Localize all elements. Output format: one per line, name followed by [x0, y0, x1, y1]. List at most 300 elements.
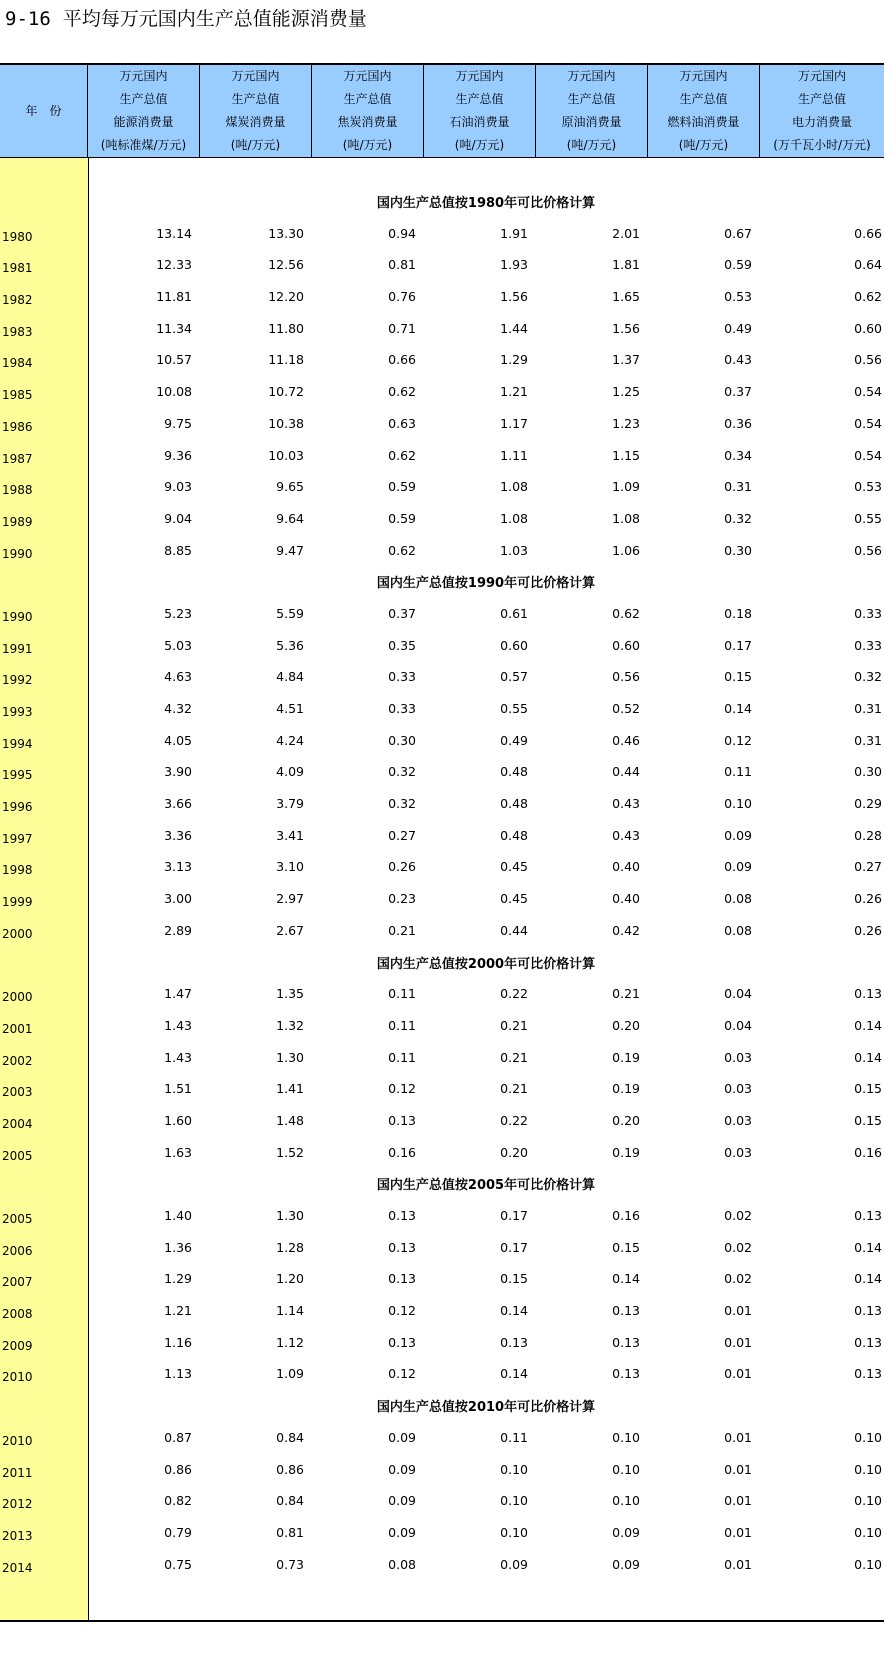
- value-cell: 1.65: [612, 289, 640, 305]
- table-body: [0, 158, 884, 1577]
- value-cell: 0.35: [388, 637, 416, 653]
- header-column-2-line-1: 万元国内: [231, 69, 280, 83]
- year-cell: 1992: [2, 673, 33, 688]
- table-row: [0, 1450, 884, 1482]
- value-cell: 5.03: [164, 637, 192, 653]
- value-cell: 0.14: [854, 1049, 882, 1065]
- value-cell: 0.14: [500, 1366, 528, 1382]
- table-row: [0, 1482, 884, 1514]
- header-column-5-line-3: 原油消费量: [561, 115, 622, 129]
- value-cell: 0.36: [724, 415, 752, 431]
- value-cell: 11.81: [156, 289, 192, 305]
- value-cell: 0.15: [724, 669, 752, 685]
- table-row: [0, 689, 884, 721]
- value-cell: 0.21: [612, 986, 640, 1002]
- value-cell: 5.59: [276, 605, 304, 621]
- value-cell: 0.34: [724, 447, 752, 463]
- value-cell: 0.14: [724, 701, 752, 716]
- table-number: 9-16: [5, 8, 51, 30]
- value-cell: 1.21: [500, 384, 528, 400]
- value-cell: 0.01: [724, 1366, 752, 1382]
- value-cell: 1.48: [276, 1112, 304, 1128]
- value-cell: 0.17: [500, 1239, 528, 1255]
- year-cell: 1989: [2, 514, 33, 529]
- value-cell: 0.54: [854, 384, 882, 400]
- table-row: [0, 753, 884, 785]
- value-cell: 0.30: [388, 732, 416, 748]
- header-column-4-line-1: 万元国内: [455, 69, 504, 83]
- header-column-7-line-3: 电力消费量: [791, 115, 852, 129]
- value-cell: 0.12: [388, 1303, 416, 1319]
- table-row: [0, 658, 884, 690]
- value-cell: 10.38: [268, 415, 304, 431]
- value-cell: 0.81: [388, 257, 416, 273]
- value-cell: 1.08: [500, 510, 528, 526]
- year-cell: 1980: [2, 229, 33, 244]
- table-row: [0, 372, 884, 404]
- header-year-label: 年 份: [25, 103, 62, 118]
- value-cell: 0.60: [612, 637, 640, 653]
- value-cell: 1.30: [276, 1049, 304, 1065]
- table-row: [0, 1545, 884, 1577]
- value-cell: 1.60: [164, 1112, 192, 1128]
- value-cell: 0.10: [500, 1524, 528, 1540]
- value-cell: 0.40: [612, 859, 640, 875]
- value-cell: 1.03: [500, 542, 528, 558]
- value-cell: 1.40: [164, 1208, 192, 1223]
- table-row: [0, 848, 884, 880]
- value-cell: 0.29: [854, 796, 882, 812]
- value-cell: 0.46: [612, 732, 640, 748]
- value-cell: 1.37: [612, 352, 640, 368]
- value-cell: 0.82: [164, 1493, 192, 1509]
- value-cell: 0.30: [854, 764, 882, 780]
- year-cell: 1998: [2, 863, 33, 878]
- value-cell: 9.75: [164, 415, 192, 431]
- value-cell: 0.33: [854, 637, 882, 653]
- value-cell: 0.09: [388, 1429, 416, 1445]
- year-cell: 2013: [2, 1528, 33, 1543]
- value-cell: 0.09: [612, 1556, 640, 1572]
- section-label: 国内生产总值按2005年可比价格计算: [376, 1178, 596, 1194]
- value-cell: 3.41: [276, 827, 304, 843]
- value-cell: 1.08: [612, 510, 640, 526]
- header-column-3-line-4: (吨/万元): [342, 138, 393, 152]
- value-cell: 0.33: [388, 669, 416, 685]
- value-cell: 0.09: [388, 1461, 416, 1477]
- value-cell: 1.06: [612, 542, 640, 558]
- header-column-4-line-2: 生产总值: [455, 92, 504, 106]
- value-cell: 0.13: [388, 1112, 416, 1128]
- value-cell: 0.13: [854, 1208, 882, 1223]
- year-cell: 2004: [2, 1116, 33, 1131]
- table-title: 平均每万元国内生产总值能源消费量: [62, 8, 367, 30]
- header-column-1-line-3: 能源消费量: [113, 115, 174, 129]
- value-cell: 10.57: [156, 352, 192, 368]
- header-column-2-line-2: 生产总值: [231, 92, 280, 106]
- value-cell: 0.22: [500, 986, 528, 1002]
- value-cell: 4.24: [276, 732, 304, 748]
- year-cell: 1986: [2, 419, 33, 434]
- value-cell: 1.11: [500, 447, 528, 463]
- value-cell: 0.01: [724, 1429, 752, 1445]
- value-cell: 1.09: [612, 479, 640, 495]
- value-cell: 0.49: [500, 732, 528, 748]
- value-cell: 0.09: [724, 859, 752, 875]
- value-cell: 2.89: [164, 922, 192, 938]
- value-cell: 0.10: [854, 1524, 882, 1540]
- value-cell: 0.13: [500, 1334, 528, 1350]
- value-cell: 0.17: [724, 637, 752, 653]
- value-cell: 0.33: [388, 701, 416, 716]
- value-cell: 2.67: [276, 922, 304, 938]
- value-cell: 0.54: [854, 447, 882, 463]
- value-cell: 0.53: [854, 479, 882, 495]
- value-cell: 0.01: [724, 1524, 752, 1540]
- year-cell: 1994: [2, 736, 33, 751]
- value-cell: 0.94: [388, 225, 416, 241]
- value-cell: 0.16: [388, 1144, 416, 1160]
- value-cell: 13.14: [156, 225, 192, 241]
- value-cell: 0.01: [724, 1556, 752, 1572]
- table-row: [0, 1291, 884, 1323]
- value-cell: 0.14: [854, 1271, 882, 1287]
- table-row: [0, 1133, 884, 1165]
- value-cell: 3.66: [164, 796, 192, 812]
- section-label: 国内生产总值按1990年可比价格计算: [376, 576, 596, 592]
- value-cell: 0.04: [724, 986, 752, 1002]
- value-cell: 0.62: [854, 289, 882, 305]
- value-cell: 0.03: [724, 1081, 752, 1097]
- value-cell: 0.03: [724, 1144, 752, 1160]
- table-row: [0, 436, 884, 468]
- section-label: 国内生产总值按2000年可比价格计算: [376, 956, 596, 972]
- year-cell: 2007: [2, 1275, 33, 1290]
- value-cell: 0.14: [854, 1017, 882, 1033]
- value-cell: 1.63: [164, 1144, 192, 1160]
- value-cell: 0.10: [854, 1556, 882, 1572]
- value-cell: 0.48: [500, 796, 528, 812]
- table-header: [0, 65, 884, 158]
- section-label: 国内生产总值按1980年可比价格计算: [376, 196, 596, 211]
- value-cell: 4.84: [276, 669, 304, 685]
- value-cell: 0.10: [612, 1461, 640, 1477]
- value-cell: 11.18: [268, 352, 304, 368]
- value-cell: 0.09: [388, 1493, 416, 1509]
- header-column-3-line-3: 焦炭消费量: [337, 115, 398, 129]
- value-cell: 3.79: [276, 796, 304, 812]
- value-cell: 0.23: [388, 891, 416, 907]
- table-row: [0, 1418, 884, 1450]
- value-cell: 1.52: [276, 1144, 304, 1160]
- value-cell: 0.20: [612, 1017, 640, 1033]
- value-cell: 0.43: [612, 796, 640, 812]
- value-cell: 0.86: [276, 1461, 304, 1477]
- year-cell: 1990: [2, 546, 33, 561]
- value-cell: 0.59: [388, 479, 416, 495]
- year-cell: 1993: [2, 705, 33, 719]
- value-cell: 0.08: [724, 922, 752, 938]
- value-cell: 4.05: [164, 732, 192, 748]
- value-cell: 0.76: [388, 289, 416, 305]
- value-cell: 0.45: [500, 859, 528, 875]
- value-cell: 0.62: [388, 384, 416, 400]
- value-cell: 0.55: [854, 510, 882, 526]
- value-cell: 0.10: [500, 1461, 528, 1477]
- year-cell: 1988: [2, 483, 33, 498]
- table-row: [0, 1323, 884, 1355]
- value-cell: 0.53: [724, 289, 752, 305]
- header-column-1-line-2: 生产总值: [119, 92, 168, 106]
- value-cell: 1.09: [276, 1366, 304, 1382]
- year-cell: 2001: [2, 1021, 33, 1036]
- value-cell: 0.11: [500, 1429, 528, 1445]
- value-cell: 0.62: [388, 447, 416, 463]
- value-cell: 1.43: [164, 1049, 192, 1065]
- table-row: [0, 309, 884, 341]
- year-cell: 2003: [2, 1085, 33, 1100]
- value-cell: 0.84: [276, 1429, 304, 1445]
- value-cell: 0.11: [388, 1017, 416, 1033]
- value-cell: 1.25: [612, 384, 640, 400]
- value-cell: 1.44: [500, 320, 528, 336]
- page-title: [5, 4, 367, 34]
- value-cell: 0.64: [854, 257, 882, 273]
- value-cell: 0.12: [388, 1366, 416, 1382]
- value-cell: 2.01: [612, 225, 640, 241]
- value-cell: 0.59: [388, 510, 416, 526]
- table-row: [0, 214, 884, 246]
- value-cell: 1.81: [612, 257, 640, 273]
- section-header-row: [0, 943, 884, 975]
- value-cell: 3.13: [164, 859, 192, 875]
- section-header-row: [0, 158, 884, 214]
- value-cell: 0.15: [854, 1081, 882, 1097]
- header-column-7-line-4: (万千瓦小时/万元): [773, 138, 871, 152]
- value-cell: 0.22: [500, 1112, 528, 1128]
- value-cell: 12.20: [268, 289, 304, 305]
- table-row: [0, 911, 884, 943]
- energy-consumption-table: [0, 63, 884, 1622]
- value-cell: 1.56: [500, 289, 528, 305]
- year-cell: 2005: [2, 1148, 33, 1163]
- value-cell: 0.02: [724, 1208, 752, 1223]
- value-cell: 0.02: [724, 1271, 752, 1287]
- value-cell: 0.19: [612, 1081, 640, 1097]
- year-cell: 1984: [2, 356, 33, 371]
- value-cell: 0.12: [388, 1081, 416, 1097]
- value-cell: 0.81: [276, 1524, 304, 1540]
- value-cell: 0.49: [724, 320, 752, 336]
- value-cell: 0.48: [500, 764, 528, 780]
- value-cell: 12.33: [156, 257, 192, 273]
- year-cell: 1999: [2, 895, 33, 910]
- header-column-4-line-4: (吨/万元): [454, 138, 505, 152]
- header-column-6-line-4: (吨/万元): [678, 138, 729, 152]
- value-cell: 0.13: [854, 1334, 882, 1350]
- value-cell: 0.10: [854, 1461, 882, 1477]
- value-cell: 1.15: [612, 447, 640, 463]
- value-cell: 9.36: [164, 447, 192, 463]
- value-cell: 0.27: [388, 827, 416, 843]
- table-row: [0, 1070, 884, 1102]
- value-cell: 0.63: [388, 415, 416, 431]
- value-cell: 0.09: [612, 1524, 640, 1540]
- value-cell: 0.09: [388, 1524, 416, 1540]
- header-column-1: [88, 65, 200, 157]
- value-cell: 4.09: [276, 764, 304, 780]
- value-cell: 0.73: [276, 1556, 304, 1572]
- header-column-7: [760, 65, 884, 157]
- value-cell: 0.21: [388, 922, 416, 938]
- section-label: 国内生产总值按2010年可比价格计算: [376, 1400, 596, 1416]
- value-cell: 0.14: [500, 1303, 528, 1319]
- value-cell: 0.16: [612, 1208, 640, 1223]
- value-cell: 0.87: [164, 1429, 192, 1445]
- value-cell: 11.80: [268, 320, 304, 336]
- value-cell: 0.40: [612, 891, 640, 907]
- header-column-4-line-3: 石油消费量: [449, 115, 510, 129]
- table-row: [0, 1228, 884, 1260]
- header-column-2: [200, 65, 312, 157]
- value-cell: 0.13: [612, 1366, 640, 1382]
- value-cell: 0.26: [854, 922, 882, 938]
- value-cell: 1.30: [276, 1208, 304, 1223]
- table-row: [0, 1038, 884, 1070]
- value-cell: 4.32: [164, 701, 192, 716]
- value-cell: 0.84: [276, 1493, 304, 1509]
- value-cell: 0.16: [854, 1144, 882, 1160]
- value-cell: 0.13: [854, 1303, 882, 1319]
- year-cell: 2005: [2, 1212, 33, 1226]
- value-cell: 1.21: [164, 1303, 192, 1319]
- year-cell: 1983: [2, 324, 33, 339]
- header-column-7-line-2: 生产总值: [797, 92, 846, 106]
- value-cell: 0.03: [724, 1049, 752, 1065]
- value-cell: 1.20: [276, 1271, 304, 1287]
- value-cell: 0.11: [724, 764, 752, 780]
- header-column-1-line-4: (吨标准煤/万元): [100, 138, 187, 152]
- value-cell: 0.61: [500, 605, 528, 621]
- value-cell: 0.19: [612, 1049, 640, 1065]
- value-cell: 0.01: [724, 1493, 752, 1509]
- value-cell: 9.65: [276, 479, 304, 495]
- value-cell: 1.13: [164, 1366, 192, 1382]
- value-cell: 3.36: [164, 827, 192, 843]
- table-row: [0, 1006, 884, 1038]
- value-cell: 0.57: [500, 669, 528, 685]
- value-cell: 0.13: [854, 1366, 882, 1382]
- value-cell: 0.60: [500, 637, 528, 653]
- value-cell: 0.44: [500, 922, 528, 938]
- value-cell: 0.59: [724, 257, 752, 273]
- value-cell: 0.10: [724, 796, 752, 812]
- section-header-row: [0, 563, 884, 595]
- value-cell: 5.36: [276, 637, 304, 653]
- value-cell: 4.51: [276, 701, 304, 716]
- value-cell: 1.35: [276, 986, 304, 1002]
- value-cell: 0.09: [724, 827, 752, 843]
- value-cell: 13.30: [268, 225, 304, 241]
- value-cell: 0.01: [724, 1303, 752, 1319]
- value-cell: 0.04: [724, 1017, 752, 1033]
- value-cell: 0.33: [854, 605, 882, 621]
- value-cell: 2.97: [276, 891, 304, 907]
- value-cell: 0.55: [500, 701, 528, 716]
- header-column-7-line-1: 万元国内: [797, 69, 846, 83]
- value-cell: 1.47: [164, 986, 192, 1002]
- value-cell: 0.15: [854, 1112, 882, 1128]
- value-cell: 10.72: [268, 384, 304, 400]
- header-column-3-line-1: 万元国内: [343, 69, 392, 83]
- header-column-3: [312, 65, 424, 157]
- header-column-2-line-4: (吨/万元): [230, 138, 281, 152]
- year-cell: 1997: [2, 831, 33, 846]
- value-cell: 0.10: [612, 1493, 640, 1509]
- year-cell: 2011: [2, 1465, 33, 1480]
- value-cell: 0.13: [612, 1303, 640, 1319]
- value-cell: 0.54: [854, 415, 882, 431]
- value-cell: 0.37: [388, 605, 416, 621]
- table-row: [0, 277, 884, 309]
- value-cell: 0.67: [724, 225, 752, 241]
- value-cell: 0.14: [854, 1239, 882, 1255]
- value-cell: 0.31: [854, 701, 882, 716]
- value-cell: 9.03: [164, 479, 192, 495]
- value-cell: 0.08: [388, 1556, 416, 1572]
- value-cell: 3.00: [164, 891, 192, 907]
- value-cell: 9.64: [276, 510, 304, 526]
- value-cell: 0.32: [854, 669, 882, 685]
- year-cell: 2000: [2, 926, 33, 941]
- year-cell: 1981: [2, 261, 33, 276]
- year-cell: 2006: [2, 1243, 33, 1258]
- value-cell: 0.71: [388, 320, 416, 336]
- value-cell: 0.13: [388, 1271, 416, 1287]
- value-cell: 0.37: [724, 384, 752, 400]
- value-cell: 0.14: [612, 1271, 640, 1287]
- table-row: [0, 784, 884, 816]
- header-column-4: [424, 65, 536, 157]
- header-year: [0, 65, 88, 157]
- value-cell: 9.04: [164, 510, 192, 526]
- value-cell: 0.66: [854, 225, 882, 241]
- value-cell: 0.52: [612, 701, 640, 716]
- value-cell: 1.08: [500, 479, 528, 495]
- table-row: [0, 1513, 884, 1545]
- table-row: [0, 341, 884, 373]
- table-row: [0, 404, 884, 436]
- value-cell: 0.43: [724, 352, 752, 368]
- year-cell: 1990: [2, 609, 33, 624]
- value-cell: 0.79: [164, 1524, 192, 1540]
- section-header-row: [0, 1386, 884, 1418]
- section-header-row: [0, 1165, 884, 1197]
- year-cell: 2002: [2, 1053, 33, 1068]
- value-cell: 1.14: [276, 1303, 304, 1319]
- value-cell: 0.31: [854, 732, 882, 748]
- table-row: [0, 246, 884, 278]
- table-row: [0, 626, 884, 658]
- value-cell: 0.13: [854, 986, 882, 1002]
- header-column-6-line-1: 万元国内: [679, 69, 728, 83]
- table-row: [0, 816, 884, 848]
- header-column-6-line-3: 燃料油消费量: [667, 115, 740, 129]
- header-column-6: [648, 65, 760, 157]
- header-column-5-line-2: 生产总值: [567, 92, 616, 106]
- value-cell: 0.11: [388, 1049, 416, 1065]
- value-cell: 1.29: [164, 1271, 192, 1287]
